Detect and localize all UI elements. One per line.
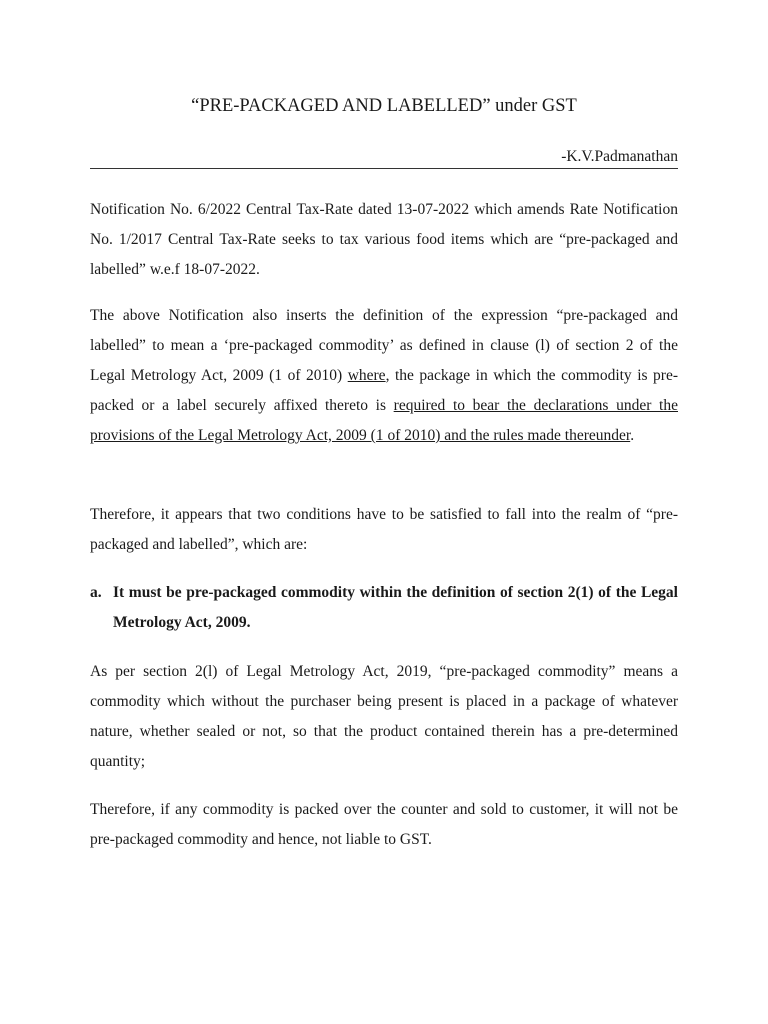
paragraph-definition-text-2: , the package in which the commodity is pre-packed or a label securely affixed thereto is bbox=[90, 367, 678, 414]
paragraph-conditions: Therefore, it appears that two conditions have to be satisfied to fall into the realm of “pre-packaged and labelled”, which are: bbox=[90, 506, 678, 553]
header-divider bbox=[90, 168, 678, 169]
paragraph-conclusion: Therefore, if any commodity is packed over the counter and sold to customer, it will not be pre-packaged commodity and hence, not liable to GST. bbox=[90, 801, 678, 848]
condition-a-heading bbox=[90, 578, 678, 638]
paragraph-section-2l: As per section 2(l) of Legal Metrology Act, 2019, “pre-packaged commodity” means a commodity which without the purchaser being present is placed in a package of whatever nature, whether sealed or not, so that the product contained therein has a pre-determined quantity; bbox=[90, 663, 678, 770]
underlined-declarations: required to bear the declarations under the provisions of the Legal Metrology Act, 2009 (1 of 2010) and the rules made thereunder bbox=[90, 397, 678, 444]
paragraph-definition bbox=[90, 301, 678, 451]
document-title: “PRE-PACKAGED AND LABELLED” under GST bbox=[191, 96, 577, 116]
condition-a-text: It must be pre-packaged commodity within the definition of section 2(1) of the Legal Metrology Act, 2009. bbox=[113, 584, 678, 631]
list-marker: a. bbox=[90, 584, 102, 601]
paragraph-definition-text-1: The above Notification also inserts the definition of the expression “pre-packaged and labelled” to mean a ‘pre-packaged commodity’ as defined in clause (l) of section 2 of the Legal Metrology Act, 2009 (1 of 2010) bbox=[90, 307, 678, 384]
underlined-where: where bbox=[347, 367, 386, 384]
paragraph-notification: Notification No. 6/2022 Central Tax-Rate dated 13-07-2022 which amends Rate Notification No. 1/2017 Central Tax-Rate seeks to tax various food items which are “pre-packaged and labelled” w.e.f 18-07-2022. bbox=[90, 201, 678, 278]
author-line: -K.V.Padmanathan bbox=[561, 148, 678, 165]
paragraph-definition-text-3: . bbox=[630, 427, 635, 444]
